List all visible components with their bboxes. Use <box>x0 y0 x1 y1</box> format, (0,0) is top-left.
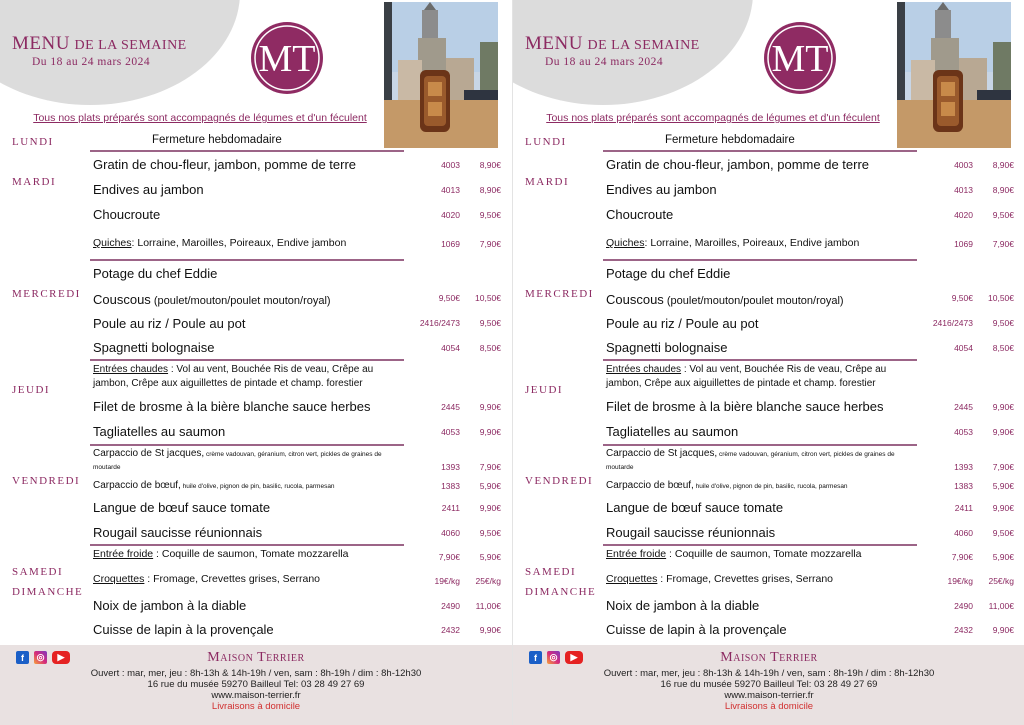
price-spaghetti: 8,50€ <box>992 343 1014 353</box>
brand-aison: AISON <box>733 653 767 664</box>
footer <box>513 645 1024 725</box>
address: 16 rue du musée 59270 Bailleul Tel: 03 28 49 27 69 <box>147 679 365 690</box>
code-quiches: 1069 <box>441 239 460 249</box>
code-carpaccio-boeuf: 1383 <box>954 481 973 491</box>
menu-subtitle: Tous nos plats préparés sont accompagnés de légumes et d'un féculent <box>546 112 880 124</box>
instagram-icon[interactable]: ◎ <box>34 651 47 664</box>
price-langue: 9,90€ <box>479 503 501 513</box>
brand-name <box>513 650 1024 666</box>
code-couscous: 9,50€ <box>951 293 973 303</box>
code-choucroute: 4020 <box>954 210 973 220</box>
dish-entree-froide <box>606 548 861 560</box>
brand-errier: ERRIER <box>779 653 818 664</box>
day-vendredi: VENDREDI <box>12 475 81 487</box>
price-rougail: 9,50€ <box>479 528 501 538</box>
dish-choucroute: Choucroute <box>93 207 161 222</box>
separator <box>90 544 404 546</box>
code-langue: 2411 <box>954 503 973 513</box>
code-rougail: 4060 <box>441 528 460 538</box>
croquettes-label: Croquettes <box>93 573 145 585</box>
instagram-icon[interactable]: ◎ <box>547 651 560 664</box>
menu-subtitle: Tous nos plats préparés sont accompagnés de légumes et d'un féculent <box>33 112 367 124</box>
price-lapin: 9,90€ <box>479 625 501 635</box>
price-choucroute: 9,50€ <box>992 210 1014 220</box>
dish-entree-froide <box>93 548 348 560</box>
menu-title-rest: DE LA SEMAINE <box>74 38 187 53</box>
code-poule: 2416/2473 <box>419 318 460 328</box>
couscous-detail: (poulet/mouton/poulet mouton/royal) <box>663 295 844 307</box>
code-lapin: 2432 <box>441 625 460 635</box>
price-noix: 11,00€ <box>475 601 501 611</box>
price-poule: 9,50€ <box>992 318 1014 328</box>
dish-croquettes <box>93 573 320 585</box>
entrees-chaudes-list: : Vol au vent, Bouchée Ris de veau, Crêpe au jambon, Crêpe aux aiguillettes de pintade et champ. forestier <box>606 364 887 389</box>
footer <box>0 645 512 725</box>
opening-hours: Ouvert : mar, mer, jeu : 8h-13h & 14h-19h / ven, sam : 8h-19h / dim : 8h-12h30 <box>603 668 935 679</box>
code-choucroute: 4020 <box>441 210 460 220</box>
footer-info <box>0 668 512 712</box>
carpaccio-boeuf-name: Carpaccio de bœuf, <box>606 480 694 491</box>
carpaccio-boeuf-detail: huile d'olive, pignon de pin, basilic, rucola, parmesan <box>180 483 335 490</box>
carpaccio-boeuf-detail: huile d'olive, pignon de pin, basilic, rucola, parmesan <box>693 483 848 490</box>
carpaccio-sj-detail: crème vadouvan, géranium, citron vert, pickles de graines de moutarde <box>606 451 895 471</box>
menu-page <box>512 0 1024 725</box>
website-link[interactable]: www.maison-terrier.fr <box>724 690 814 701</box>
price-endives: 8,90€ <box>479 185 501 195</box>
dish-quiches <box>606 237 859 249</box>
croquettes-list: : Fromage, Crevettes grises, Serrano <box>657 573 834 585</box>
price-croquettes-1: 19€/kg <box>434 576 460 586</box>
dish-tagliatelles: Tagliatelles au saumon <box>606 424 739 439</box>
dish-carpaccio-boeuf <box>606 480 848 491</box>
dish-potage: Potage du chef Eddie <box>606 266 731 281</box>
separator <box>603 544 917 546</box>
fermeture-text: Fermeture hebdomadaire <box>152 134 282 146</box>
day-mardi: MARDI <box>525 176 570 188</box>
price-gratin: 8,90€ <box>992 160 1014 170</box>
price-rougail: 9,50€ <box>992 528 1014 538</box>
quiches-label: Quiches <box>93 237 132 249</box>
dish-brosme: Filet de brosme à la bière blanche sauce herbes <box>93 399 371 414</box>
dish-gratin: Gratin de chou-fleur, jambon, pomme de terre <box>606 157 870 172</box>
dish-gratin: Gratin de chou-fleur, jambon, pomme de terre <box>93 157 357 172</box>
facebook-icon[interactable]: f <box>16 651 29 664</box>
code-tagliatelles: 4053 <box>441 427 460 437</box>
dish-langue: Langue de bœuf sauce tomate <box>606 500 784 515</box>
menu-body <box>513 0 1024 645</box>
dish-rougail: Rougail saucisse réunionnais <box>93 525 263 540</box>
price-langue: 9,90€ <box>992 503 1014 513</box>
separator <box>90 359 404 361</box>
dish-brosme: Filet de brosme à la bière blanche sauce herbes <box>606 399 884 414</box>
code-endives: 4013 <box>441 185 460 195</box>
dish-croquettes <box>606 573 833 585</box>
code-gratin: 4003 <box>441 160 460 170</box>
footer-info <box>513 668 1024 712</box>
day-mercredi: MERCREDI <box>12 288 81 300</box>
code-tagliatelles: 4053 <box>954 427 973 437</box>
dish-langue: Langue de bœuf sauce tomate <box>93 500 271 515</box>
price-poule: 9,50€ <box>479 318 501 328</box>
menu-dates: Du 18 au 24 mars 2024 <box>545 56 664 68</box>
entree-froide-label: Entrée froide <box>606 548 667 560</box>
dish-entrees-chaudes <box>93 363 405 391</box>
separator <box>90 150 404 152</box>
entree-froide-list: : Coquille de saumon, Tomate mozzarella <box>666 548 862 560</box>
entrees-chaudes-label: Entrées chaudes <box>606 364 682 375</box>
code-poule: 2416/2473 <box>932 318 973 328</box>
carpaccio-boeuf-name: Carpaccio de bœuf, <box>93 480 181 491</box>
dish-choucroute: Choucroute <box>606 207 674 222</box>
price-entree-froide-2: 5,90€ <box>479 552 501 562</box>
dish-lapin: Cuisse de lapin à la provençale <box>606 622 787 637</box>
delivery-note: Livraisons à domicile <box>724 701 814 712</box>
dish-spaghetti: Spagnetti bolognaise <box>606 340 728 355</box>
quiches-list: : Lorraine, Maroilles, Poireaux, Endive jambon <box>644 237 860 249</box>
dish-carpaccio-boeuf <box>93 480 335 491</box>
address: 16 rue du musée 59270 Bailleul Tel: 03 28 49 27 69 <box>660 679 878 690</box>
price-gratin: 8,90€ <box>479 160 501 170</box>
menu-title-big: MENU <box>525 33 583 54</box>
separator <box>90 444 404 446</box>
dish-spaghetti: Spagnetti bolognaise <box>93 340 215 355</box>
youtube-icon[interactable]: ▶ <box>565 651 583 664</box>
facebook-icon[interactable]: f <box>529 651 542 664</box>
dish-rougail: Rougail saucisse réunionnais <box>606 525 776 540</box>
brand-initial-m: M <box>207 650 221 665</box>
delivery-note: Livraisons à domicile <box>211 701 301 712</box>
code-endives: 4013 <box>954 185 973 195</box>
day-dimanche: DIMANCHE <box>525 586 597 598</box>
dish-poule: Poule au riz / Poule au pot <box>606 316 759 331</box>
entree-froide-label: Entrée froide <box>93 548 154 560</box>
couscous-detail: (poulet/mouton/poulet mouton/royal) <box>150 295 331 307</box>
website-link[interactable]: www.maison-terrier.fr <box>211 690 301 701</box>
logo-text: MT <box>771 38 829 80</box>
brand-initial-m: M <box>720 650 734 665</box>
code-rougail: 4060 <box>954 528 973 538</box>
brand-aison: AISON <box>220 653 254 664</box>
price-brosme: 9,90€ <box>479 402 501 412</box>
day-jeudi: JEUDI <box>525 384 564 396</box>
code-langue: 2411 <box>441 503 460 513</box>
price-carpaccio-boeuf: 5,90€ <box>479 481 501 491</box>
code-carpaccio-sj: 1393 <box>441 462 460 472</box>
separator <box>603 444 917 446</box>
code-noix: 2490 <box>441 601 460 611</box>
logo-text: MT <box>258 38 316 80</box>
dish-endives: Endives au jambon <box>93 182 204 197</box>
menu-dates: Du 18 au 24 mars 2024 <box>32 56 151 68</box>
price-entree-froide-1: 7,90€ <box>951 552 973 562</box>
brand-name <box>0 650 512 666</box>
price-choucroute: 9,50€ <box>479 210 501 220</box>
separator <box>603 150 917 152</box>
separator <box>90 259 404 261</box>
entrees-chaudes-label: Entrées chaudes <box>93 364 169 375</box>
day-dimanche: DIMANCHE <box>12 586 84 598</box>
day-mardi: MARDI <box>12 176 57 188</box>
price-spaghetti: 8,50€ <box>479 343 501 353</box>
code-lapin: 2432 <box>954 625 973 635</box>
day-lundi: LUNDI <box>525 136 567 148</box>
price-tagliatelles: 9,90€ <box>992 427 1014 437</box>
code-brosme: 2445 <box>441 402 460 412</box>
price-entree-froide-2: 5,90€ <box>992 552 1014 562</box>
day-lundi: LUNDI <box>12 136 54 148</box>
carpaccio-sj-detail: crème vadouvan, géranium, citron vert, pickles de graines de moutarde <box>93 451 382 471</box>
code-couscous: 9,50€ <box>438 293 460 303</box>
couscous-name: Couscous <box>93 292 151 307</box>
dish-lapin: Cuisse de lapin à la provençale <box>93 622 274 637</box>
brand-initial-t: T <box>257 650 267 665</box>
price-noix: 11,00€ <box>988 601 1014 611</box>
carpaccio-sj-name: Carpaccio de St jacques, <box>606 448 718 459</box>
code-spaghetti: 4054 <box>441 343 460 353</box>
price-carpaccio-boeuf: 5,90€ <box>992 481 1014 491</box>
price-brosme: 9,90€ <box>992 402 1014 412</box>
opening-hours: Ouvert : mar, mer, jeu : 8h-13h & 14h-19h / ven, sam : 8h-19h / dim : 8h-12h30 <box>90 668 422 679</box>
day-samedi: SAMEDI <box>12 566 64 578</box>
youtube-icon[interactable]: ▶ <box>52 651 70 664</box>
dish-tagliatelles: Tagliatelles au saumon <box>93 424 226 439</box>
price-croquettes-1: 19€/kg <box>947 576 973 586</box>
price-carpaccio-sj: 7,90€ <box>992 462 1014 472</box>
dish-couscous <box>93 291 331 309</box>
dish-entrees-chaudes <box>606 363 918 391</box>
day-samedi: SAMEDI <box>525 566 577 578</box>
price-entree-froide-1: 7,90€ <box>438 552 460 562</box>
dish-carpaccio-st-jacques <box>93 448 405 474</box>
day-jeudi: JEUDI <box>12 384 51 396</box>
code-gratin: 4003 <box>954 160 973 170</box>
code-carpaccio-sj: 1393 <box>954 462 973 472</box>
menu-title-big: MENU <box>12 33 70 54</box>
entrees-chaudes-list: : Vol au vent, Bouchée Ris de veau, Crêpe au jambon, Crêpe aux aiguillettes de pintade et champ. forestier <box>93 364 374 389</box>
dish-noix: Noix de jambon à la diable <box>93 598 247 613</box>
price-endives: 8,90€ <box>992 185 1014 195</box>
dish-carpaccio-st-jacques <box>606 448 918 474</box>
dish-quiches <box>93 237 346 249</box>
fermeture-text: Fermeture hebdomadaire <box>665 134 795 146</box>
price-carpaccio-sj: 7,90€ <box>479 462 501 472</box>
dish-potage: Potage du chef Eddie <box>93 266 218 281</box>
menu-title-rest: DE LA SEMAINE <box>587 38 700 53</box>
code-quiches: 1069 <box>954 239 973 249</box>
menu-body <box>0 0 512 645</box>
price-couscous: 10,50€ <box>475 293 501 303</box>
brand-initial-t: T <box>770 650 780 665</box>
code-spaghetti: 4054 <box>954 343 973 353</box>
price-couscous: 10,50€ <box>988 293 1014 303</box>
code-brosme: 2445 <box>954 402 973 412</box>
separator <box>603 359 917 361</box>
price-quiches: 7,90€ <box>479 239 501 249</box>
brand-errier: ERRIER <box>266 653 305 664</box>
dish-noix: Noix de jambon à la diable <box>606 598 760 613</box>
code-carpaccio-boeuf: 1383 <box>441 481 460 491</box>
croquettes-list: : Fromage, Crevettes grises, Serrano <box>144 573 321 585</box>
quiches-label: Quiches <box>606 237 645 249</box>
day-mercredi: MERCREDI <box>525 288 594 300</box>
price-croquettes-2: 25€/kg <box>475 576 501 586</box>
price-tagliatelles: 9,90€ <box>479 427 501 437</box>
dish-couscous <box>606 291 844 309</box>
dish-endives: Endives au jambon <box>606 182 717 197</box>
price-quiches: 7,90€ <box>992 239 1014 249</box>
croquettes-label: Croquettes <box>606 573 658 585</box>
price-lapin: 9,90€ <box>992 625 1014 635</box>
quiches-list: : Lorraine, Maroilles, Poireaux, Endive jambon <box>131 237 347 249</box>
carpaccio-sj-name: Carpaccio de St jacques, <box>93 448 205 459</box>
price-croquettes-2: 25€/kg <box>988 576 1014 586</box>
entree-froide-list: : Coquille de saumon, Tomate mozzarella <box>153 548 349 560</box>
day-vendredi: VENDREDI <box>525 475 594 487</box>
code-noix: 2490 <box>954 601 973 611</box>
dish-poule: Poule au riz / Poule au pot <box>93 316 246 331</box>
separator <box>603 259 917 261</box>
couscous-name: Couscous <box>606 292 664 307</box>
